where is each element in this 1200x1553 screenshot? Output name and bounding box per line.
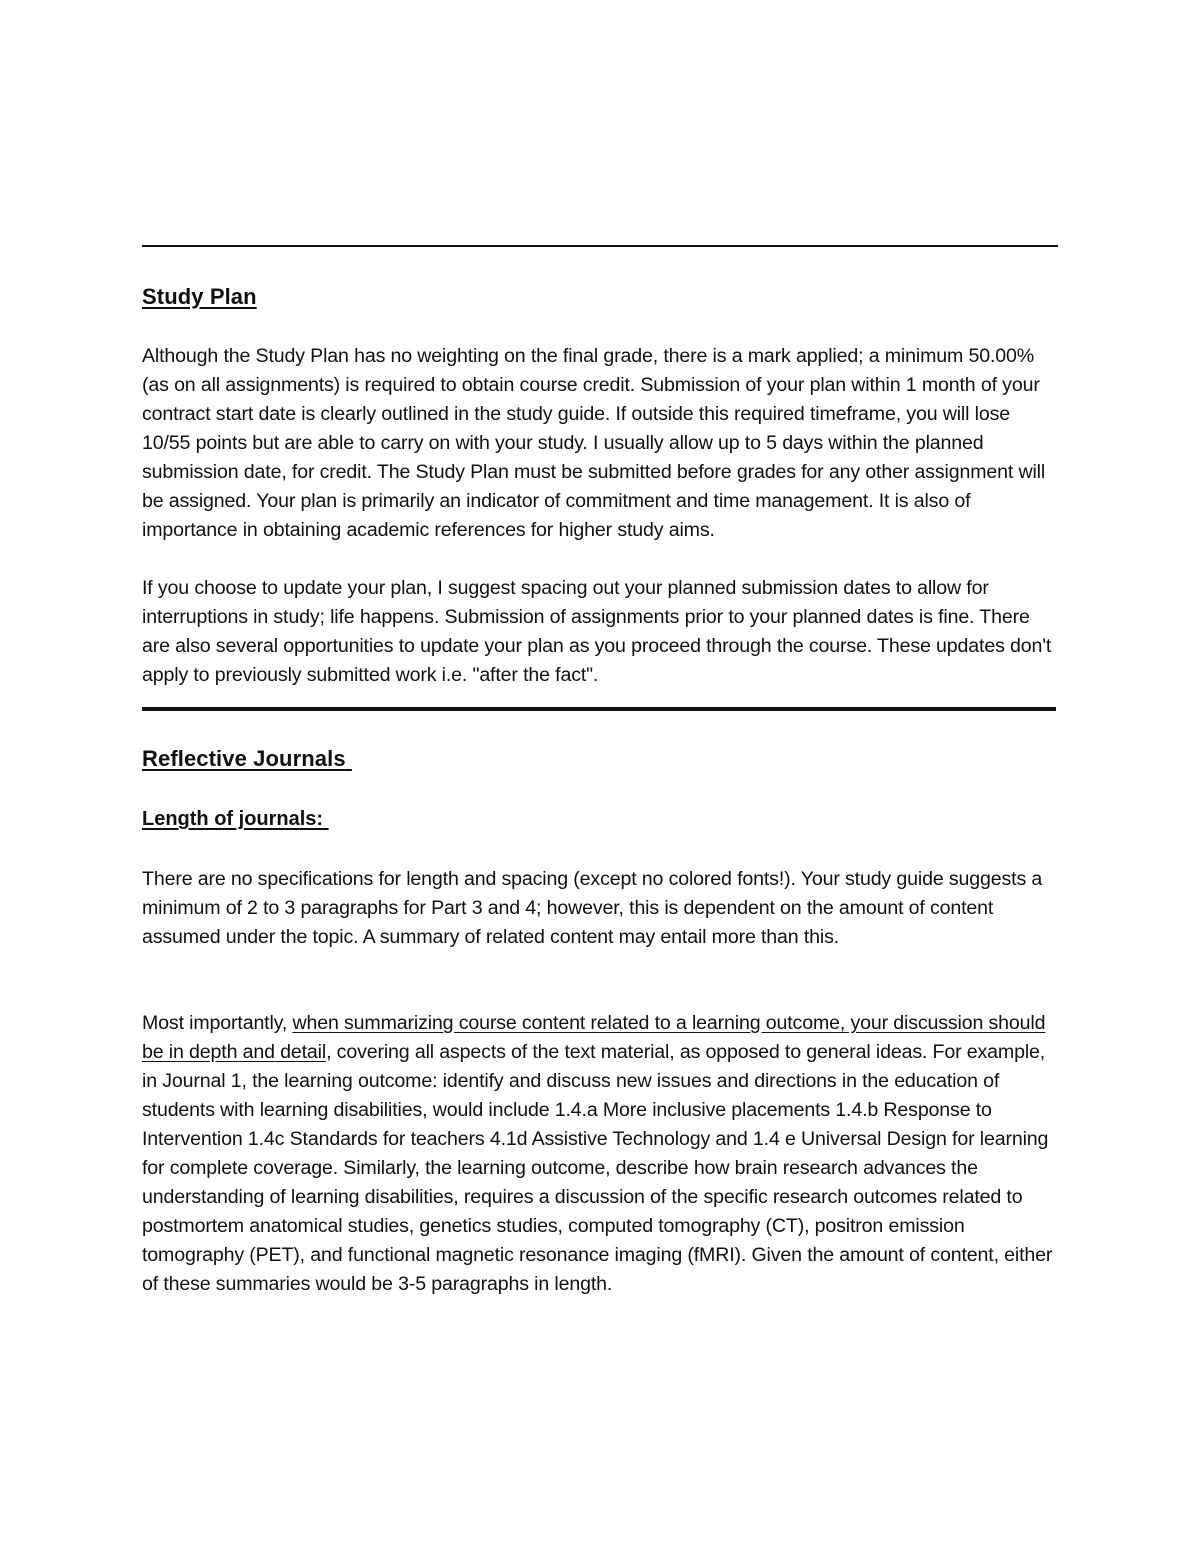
detail-paragraph [142,1009,1060,1299]
reflective-journals-heading: Reflective Journals [142,746,352,771]
detail-underlined-text: when summarizing course content related to a learning outcome, your discussion should be in depth and detail [142,1012,1046,1063]
top-divider [142,245,1058,247]
study-plan-paragraph-2: If you choose to update your plan, I suggest spacing out your planned submission dates to allow for interruptions in study; life happens. Submission of assignments prior to your planned dates is fine. There are also several opportunities to update your plan as you proceed through the course. These updates don't apply to previously submitted work i.e. "after the fact". [142,577,1052,686]
section-divider [142,707,1056,711]
study-plan-heading: Study Plan [142,284,257,309]
detail-lead-text: Most importantly, [142,1012,293,1034]
detail-rest-text: , covering all aspects of the text material, as opposed to general ideas. For example, in Journal 1, the learning outcome: identify and discuss new issues and directions in the education of students with learning disabilities, would include 1.4.a More inclusive placements 1.4.b Response to Intervention 1.4c Standards for teachers 4.1d Assistive Technology and 1.4 e Universal Design for learning for complete coverage. Similarly, the learning outcome, describe how brain research advances the understanding of learning disabilities, requires a discussion of the specific research outcomes related to postmortem anatomical studies, genetics studies, computed tomography (CT), positron emission tomography (PET), and functional magnetic resonance imaging (fMRI). Given the amount of content, either of these summaries would be 3-5 paragraphs in length. [142,1041,1053,1295]
length-paragraph: There are no specifications for length and spacing (except no colored fonts!). Your study guide suggests a minimum of 2 to 3 paragraphs for Part 3 and 4; however, this is dependent on the amount of content assumed under the topic. A summary of related content may entail more than this. [142,868,1043,948]
study-plan-paragraph-1: Although the Study Plan has no weighting on the final grade, there is a mark applied; a minimum 50.00% (as on all assignments) is required to obtain course credit. Submission of your plan within 1 month of your contract start date is clearly outlined in the study guide. If outside this required timeframe, you will lose 10/55 points but are able to carry on with your study. I usually allow up to 5 days within the planned submission date, for credit. The Study Plan must be submitted before grades for any other assignment will be assigned. Your plan is primarily an indicator of commitment and time management. It is also of importance in obtaining academic references for higher study aims. [142,345,1046,541]
length-of-journals-heading: Length of journals: [142,808,329,830]
